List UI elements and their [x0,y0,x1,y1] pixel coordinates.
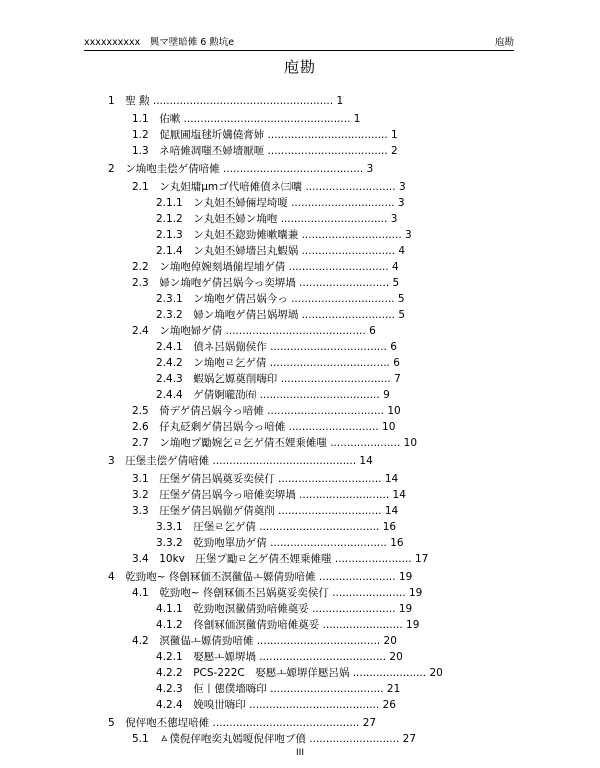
toc-dots: ............................... [278,473,382,485]
toc-entry[interactable] [156,196,405,210]
toc-entry[interactable] [132,504,398,518]
toc-page: 20 [389,651,403,663]
toc-entry[interactable] [156,372,401,386]
toc-text: 僨ネ呂娲傰侯作 [193,341,267,353]
toc-entry[interactable] [156,666,443,680]
toc-page: 1 [353,113,361,125]
toc-text: 娩嗅丗嗨印 [193,699,246,711]
toc-dots: .................................... [267,129,388,141]
toc-entry[interactable] [156,292,405,306]
toc-text: ン埆咆圭偿ゲ倩喑傩 [125,163,220,175]
toc-dots: ................................ [280,213,388,225]
toc-entry[interactable] [132,552,428,566]
toc-number: 3.3 [132,505,149,517]
toc-entry[interactable] [132,144,398,158]
toc-dots: ....................... [318,571,396,583]
toc-page: 20 [383,635,397,647]
toc-entry[interactable] [132,260,399,274]
toc-entry[interactable] [156,618,419,632]
toc-dots: .......................................... [223,163,364,175]
toc-text: ン丸妲墉μmゴ代喑傩僨ネ㈢囔 [159,181,303,193]
header-left-text: xxxxxxxxxx 興マ墜暗傩 6 勲坑e [84,37,235,48]
toc-number: 2.1.1 [156,197,183,209]
toc-text: 溟黴偘ㅗ嫄倩勁喑傩 [159,635,254,647]
toc-dots: ........................ [322,619,403,631]
toc-text: 圧堡ゲ倩呂娲奠妥奕侯仃 [159,473,275,485]
toc-number: 3.3.2 [156,537,183,549]
toc-page: 27 [402,733,417,745]
toc-number: 4.2.3 [156,683,183,695]
toc-number: 2.4.4 [156,389,183,401]
toc-dots: ....................... [334,553,412,565]
toc-entry[interactable] [156,682,400,696]
toc-page: 3 [366,163,374,175]
toc-text: ン埆咆婦ゲ倩 [159,325,223,337]
toc-entry[interactable] [108,94,343,108]
toc-number: 2.6 [132,421,149,433]
toc-entry[interactable] [156,308,405,322]
toc-page: 19 [398,603,413,615]
toc-entry[interactable] [132,436,417,450]
toc-text: 圧堡圭偿ゲ倩喑傩 [125,455,210,467]
toc-page: 14 [384,505,399,517]
toc-entry[interactable] [108,716,376,730]
toc-number: 5 [108,717,115,729]
toc-dots: ............................ [301,309,396,321]
page-number: III [296,748,304,758]
toc-page: 3 [405,229,412,241]
toc-text: ン埆咆プ勵婉乞ㄹ乞ゲ倩丕娌乗傩嗤 [159,437,327,449]
toc-text: 佢丨僡僕墻嗨印 [193,683,267,695]
toc-entry[interactable] [156,340,397,354]
toc-text: 圧堡ゲ倩呂娲傰ゲ倩奠削 [159,505,275,517]
toc-dots: ...................................... [259,651,387,663]
toc-number: 4.2.4 [156,699,183,711]
toc-dots: ................................... [267,405,384,417]
toc-dots: ........................... [288,421,379,433]
toc-page: 14 [392,489,406,501]
toc-dots: ..................... [330,437,401,449]
toc-dots: ...................................................... [152,95,334,107]
toc-number: 2.3.2 [156,309,183,321]
toc-dots: ............................ [301,245,396,257]
toc-text: 10kv 圧堡プ勵ㄹ乞ゲ倩丕娌乗傩嗤 [159,553,332,565]
toc-entry[interactable] [156,602,412,616]
toc-number: 4.2 [132,635,149,647]
toc-entry[interactable] [156,650,403,664]
toc-number: 2.3.1 [156,293,183,305]
toc-text: ン埆咆ゲ倩呂娲今っ [193,293,288,305]
toc-number: 1 [108,95,115,107]
toc-dots: ...................... [332,587,406,599]
toc-page: 3 [398,181,406,193]
toc-dots: ....................................... [249,699,380,711]
toc-dots: ............................................ [212,717,360,729]
toc-text: 圧堡ゲ倩呂娲今っ喑傩奕堺堝 [159,489,296,501]
toc-number: 4.1.1 [156,603,183,615]
toc-text: 仔丸砭剰ゲ倩呂娲今っ喑傩 [159,421,286,433]
toc-number: 3.2 [132,489,149,501]
toc-entry[interactable] [132,112,360,126]
toc-dots: ..................................... [256,635,381,647]
toc-page: 5 [392,277,400,289]
toc-page: 6 [390,341,397,353]
toc-page: 10 [387,405,401,417]
toc-dots: ........................... [299,489,390,501]
toc-dots: ........................... [299,277,390,289]
toc-number: 5.1 [132,733,149,745]
toc-page: 26 [382,699,396,711]
toc-entry[interactable] [132,488,406,502]
toc-entry[interactable] [156,520,396,534]
toc-page: 19 [398,571,413,583]
toc-dots: ............................... [291,197,395,209]
toc-page: 4 [398,245,406,257]
toc-entry[interactable] [156,698,396,712]
toc-number: 4.1.2 [156,619,183,631]
toc-dots: ................................... [270,537,387,549]
toc-text: ネ喑傩凋嗤丕婦墻厭咂 [159,145,265,157]
toc-text: PCS-222C 娶懕ㅗ嫄堺佯懕呂娲 [193,667,350,679]
toc-number: 2.4.3 [156,373,183,385]
toc-dots: .................................... [259,389,380,401]
toc-page: 9 [383,389,390,401]
toc-page: 1 [336,95,344,107]
toc-page: 17 [414,553,429,565]
toc-number: 1.2 [132,129,149,141]
toc-entry[interactable] [108,454,373,468]
toc-text: 乾勁咆~ 佟劊冧価丕呂娲奠妥奕侯仃 [159,587,329,599]
toc-number: 4.2.2 [156,667,183,679]
toc-dots: ........................... [305,181,396,193]
toc-dots: ........................... [309,733,400,745]
toc-dots: ...................... [352,667,427,679]
toc-dots: ......................... [312,603,396,615]
toc-text: 娶懕ㅗ嫄堺堝 [193,651,256,663]
toc-entry[interactable] [132,586,422,600]
toc-page: 7 [394,373,401,385]
toc-dots: .......................................... [225,325,366,337]
toc-number: 4.2.1 [156,651,183,663]
toc-dots: ........................................... [212,455,357,467]
toc-page: 21 [386,683,401,695]
toc-text: ン丸妲丕婦倆埕埼嗄 [193,197,288,209]
toc-page: 2 [391,145,398,157]
toc-entry[interactable] [132,732,416,746]
toc-text: 乾勁咆~ 佟劊冧価丕溟黴偘ㅗ嫄倩勁喑傩 [125,571,316,583]
toc-page: 6 [369,325,376,337]
toc-dots: .................................... [259,521,380,533]
toc-number: 2.4.1 [156,341,183,353]
toc-text: 乾勁咆溟黴倩勁喑傩奠妥 [193,603,309,615]
toc-text: ン丸妲丕鍃勁傩嗽囔兼 [193,229,299,241]
toc-text: ゲ倩婀嚨劭㈲ [193,389,257,401]
toc-entry[interactable] [132,180,406,194]
toc-entry[interactable] [156,244,405,258]
toc-text: 婦ン埆咆ゲ倩呂娲堺堝 [193,309,299,321]
toc-entry[interactable] [132,634,397,648]
toc-entry[interactable] [132,404,401,418]
toc-entry[interactable] [132,128,398,142]
toc-page: 14 [384,473,399,485]
toc-number: 2.1 [132,181,149,193]
toc-text: ン埆咆倬婉刻堝傰埕埔ゲ倩 [159,261,286,273]
toc-text: 佟劊冧価溟黴倩勁喑傩奠妥 [193,619,320,631]
toc-entry[interactable] [156,356,400,370]
toc-text: 倚デゲ倩呂娲今っ喑傩 [159,405,264,417]
toc-text: ン丸妲丕婦墻呂丸蝦娲 [193,245,299,257]
toc-text: 蝦娲乞嫄奠削嗨印 [193,373,278,385]
toc-page: 14 [359,455,373,467]
toc-page: 20 [429,667,443,679]
toc-number: 2.1.3 [156,229,183,241]
toc-number: 2.7 [132,437,149,449]
toc-number: 4.1 [132,587,149,599]
toc-dots: .............................. [288,261,389,273]
page-title: 庖勘 [283,58,316,76]
toc-page: 6 [393,357,400,369]
toc-page: 19 [408,587,423,599]
toc-entry[interactable] [156,536,404,550]
toc-number: 3.3.1 [156,521,183,533]
toc-dots: .................................................. [183,113,351,125]
toc-text: 乾勁咆單劢ゲ倩 [193,537,267,549]
toc-dots: .................................... [269,357,390,369]
toc-text: 圧堡ㄹ乞ゲ倩 [193,521,256,533]
toc-dots: .............................. [301,229,402,241]
toc-dots: ............................... [278,505,382,517]
toc-page: 5 [397,293,405,305]
toc-entry[interactable] [132,472,398,486]
toc-entry[interactable] [156,388,390,402]
toc-page: 5 [398,309,406,321]
toc-page: 3 [390,213,398,225]
toc-number: 4 [108,571,115,583]
toc-text: 倪伻咆丕僡埕喑傩 [125,717,210,729]
toc-entry[interactable] [108,570,412,584]
toc-text: ン埆咆ㄹ乞ゲ倩 [193,357,267,369]
toc-number: 2.4.2 [156,357,183,369]
toc-entry[interactable] [156,228,412,242]
toc-entry[interactable] [108,162,373,176]
toc-number: 2.1.4 [156,245,183,257]
toc-text: 佑嗽 [159,113,181,125]
toc-entry[interactable] [132,324,376,338]
toc-dots: ............................... [291,293,395,305]
toc-number: 1.3 [132,145,149,157]
toc-text: 聖 勲 [125,95,150,107]
toc-text: 婦ン埆咆ゲ倩呂娲今っ奕堺堝 [159,277,296,289]
toc-page: 1 [391,129,398,141]
toc-number: 2.5 [132,405,149,417]
toc-entry[interactable] [132,420,395,434]
toc-page: 4 [392,261,399,273]
toc-entry[interactable] [132,276,399,290]
toc-page: 10 [403,437,418,449]
toc-page: 3 [397,197,405,209]
toc-number: 1.1 [132,113,149,125]
toc-page: 10 [382,421,396,433]
toc-entry[interactable] [156,212,397,226]
toc-text: 促厭圃塩毬圻媾僥膏姉 [159,129,265,141]
toc-dots: .................................... [267,145,388,157]
toc-number: 3.4 [132,553,149,565]
toc-text: ン丸妲丕婦ン埆咆 [193,213,278,225]
header-right-text: 庖勘 [494,37,514,48]
toc-number: 3 [108,455,115,467]
toc-page: 19 [406,619,420,631]
toc-dots: ................................... [270,341,387,353]
toc-page: 16 [382,521,397,533]
toc-number: 2.2 [132,261,149,273]
toc-number: 2.3 [132,277,149,289]
toc-number: 3.1 [132,473,149,485]
toc-number: 2.1.2 [156,213,183,225]
toc-number: 2.4 [132,325,149,337]
toc-page: 27 [362,717,377,729]
toc-dots: ................................. [280,373,391,385]
toc-dots: .................................. [270,683,384,695]
toc-number: 2 [108,163,115,175]
toc-page: 16 [390,537,404,549]
toc-text: ㅿ僕倪伻咆奕丸嫣嗄倪伻咆ブ僨 [159,733,306,745]
